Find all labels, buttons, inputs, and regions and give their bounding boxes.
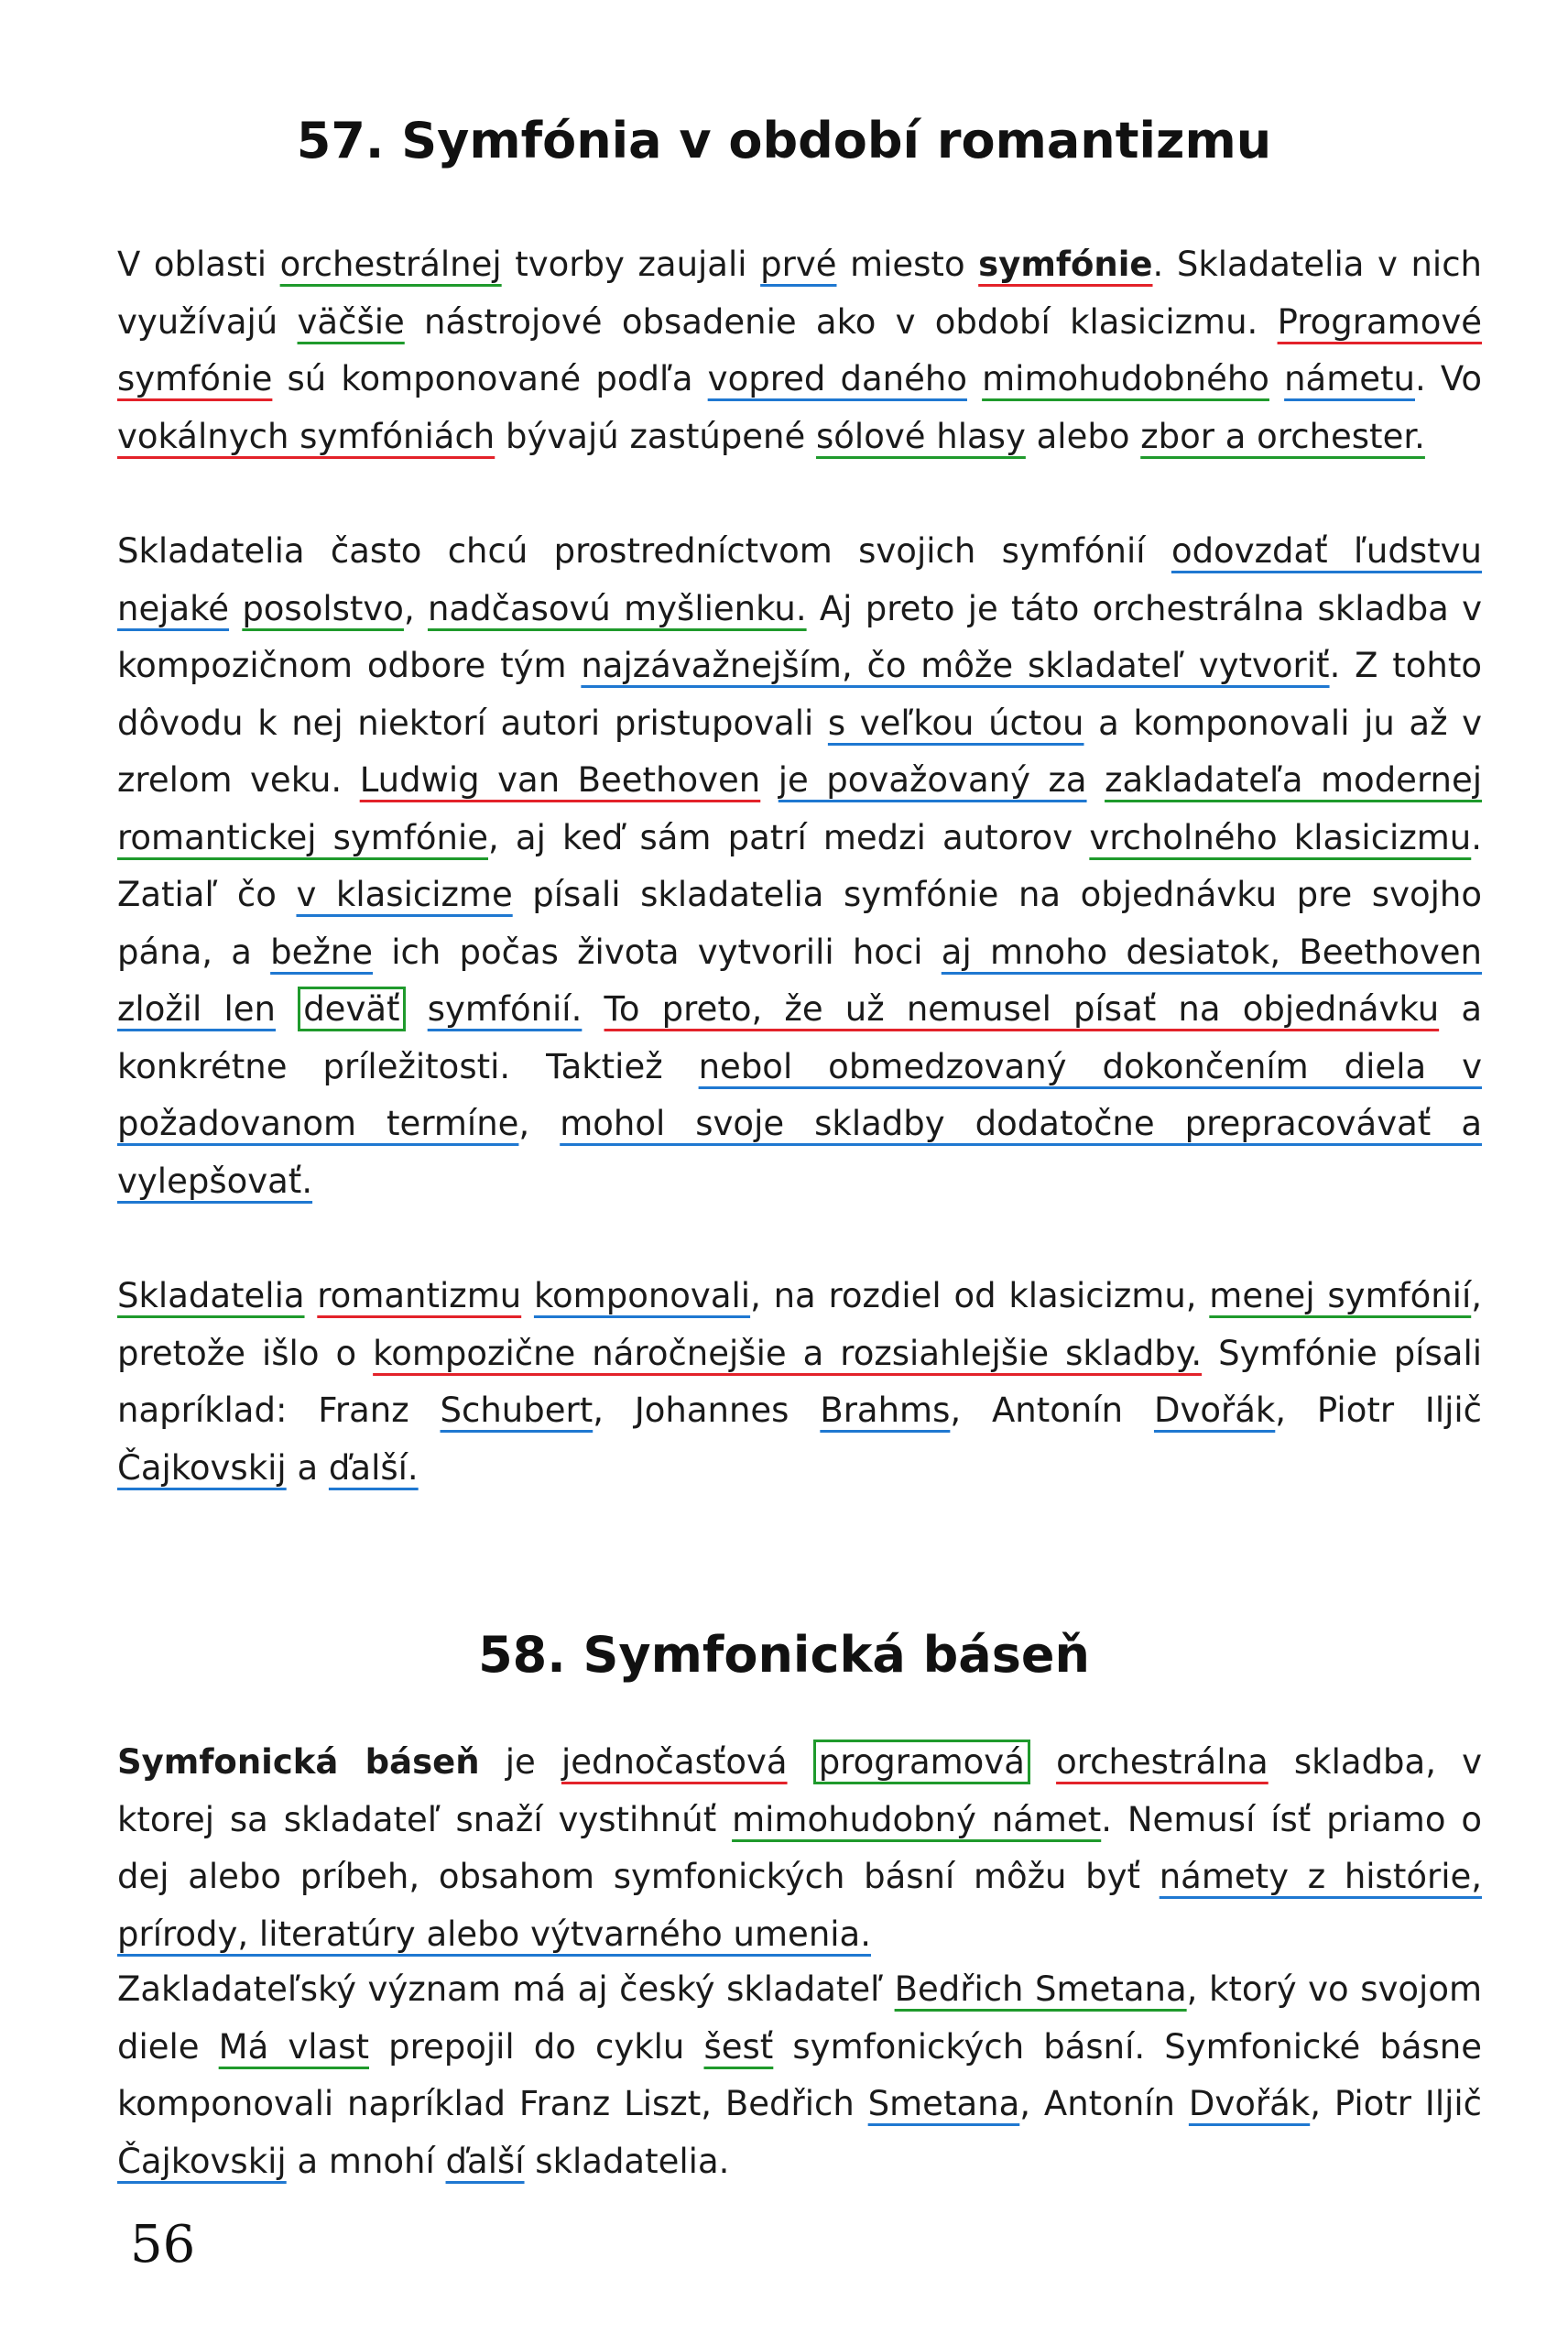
underlined-phrase: prvé — [760, 245, 837, 284]
underlined-phrase: Ludwig van Beethoven — [359, 760, 761, 800]
boxed-word: deväť — [298, 987, 405, 1031]
underlined-phrase: aj mnoho desiatok, Beethoven zložil len — [117, 932, 1482, 1029]
underlined-phrase: ďalší. — [328, 1447, 419, 1488]
text-run: , aj keď sám patrí medzi autorov — [488, 817, 1090, 857]
text-run: , Johannes — [593, 1391, 821, 1430]
underlined-phrase: Programové symfónie — [117, 301, 1482, 398]
text-run: . Zatiaľ čo — [117, 817, 1483, 914]
text-run: , — [518, 1104, 561, 1143]
text-run — [1269, 359, 1284, 398]
section-58-paragraph-1 — [117, 1734, 1482, 1963]
underlined-phrase: najzávažnejším, čo môže skladateľ vytvoriť — [581, 646, 1330, 685]
underlined-phrase: Dvořák — [1153, 1391, 1276, 1430]
text-run: sú komponované podľa — [272, 359, 708, 398]
underlined-phrase: zbor a orchester. — [1140, 416, 1425, 456]
bold-underlined-term: symfónie — [978, 245, 1153, 284]
text-run: . Nemusí ísť priamo o dej alebo príbeh, obsahom symfonických básní môžu byť — [117, 1799, 1482, 1896]
text-run: skladatelia. — [524, 2141, 730, 2181]
text-run: , Piotr Iljič — [1275, 1391, 1483, 1430]
text-run: . Z tohto dôvodu k nej niektorí autori pristupovali — [117, 646, 1483, 743]
underlined-phrase: Skladatelia — [117, 1276, 305, 1315]
underlined-phrase: Dvořák — [1188, 2084, 1311, 2123]
text-run — [305, 1276, 318, 1315]
text-run: ich počas života vytvorili hoci — [373, 932, 942, 972]
text-run: je — [479, 1742, 561, 1782]
underlined-phrase: v klasicizme — [296, 875, 513, 914]
underlined-phrase: šesť — [703, 2026, 774, 2067]
underlined-phrase: nadčasovú myšlienku. — [427, 588, 807, 628]
underlined-phrase: Smetana — [867, 2084, 1020, 2123]
section-57-paragraph-2 — [117, 523, 1482, 1210]
underlined-phrase: menej symfónií — [1209, 1276, 1472, 1315]
text-run: a — [286, 1447, 329, 1488]
text-run: písali skladatelia symfónie na objednávku pre svojho pána, a — [117, 875, 1482, 972]
underlined-phrase: ďalší — [445, 2141, 525, 2181]
text-run: miesto — [836, 245, 979, 284]
section-58-title: 58. Symfonická báseň — [478, 1626, 1090, 1684]
text-run: nástrojové obsadenie ako v období klasicizmu. — [404, 301, 1278, 342]
underlined-phrase: Čajkovskij — [117, 1447, 287, 1488]
underlined-phrase: Bedřich Smetana — [894, 1969, 1187, 2009]
underlined-phrase: orchestrálnej — [279, 245, 502, 284]
text-run: . Vo — [1415, 359, 1482, 398]
boxed-word: programová — [813, 1740, 1030, 1784]
underlined-phrase: Má vlast — [218, 2026, 369, 2067]
underlined-phrase: nebol obmedzovaný dokončením diela v požadovanom termíne — [117, 1046, 1482, 1143]
text-run: symfonických básní. Symfonické básne komponovali napríklad Franz Liszt, Bedřich — [117, 2026, 1483, 2123]
section-58-paragraph-2 — [117, 1961, 1482, 2190]
underlined-phrase: Schubert — [440, 1391, 593, 1430]
text-run: , Piotr Iljič — [1310, 2084, 1482, 2123]
text-run: , Antonín — [1019, 2084, 1189, 2123]
text-run — [229, 589, 242, 628]
section-57-paragraph-1 — [117, 236, 1482, 465]
text-run: , ktorý vo svojom diele — [117, 1969, 1483, 2067]
text-run: , — [403, 588, 428, 628]
underlined-phrase: vopred daného — [707, 359, 967, 398]
underlined-phrase: komponovali — [533, 1276, 751, 1315]
section-57-paragraph-3 — [117, 1268, 1482, 1497]
underlined-phrase: Brahms — [820, 1391, 951, 1430]
text-run: a konkrétne príležitosti. Taktiež — [117, 989, 1483, 1086]
underlined-phrase: s veľkou úctou — [827, 703, 1084, 743]
underlined-phrase: je považovaný za — [778, 760, 1087, 800]
underlined-phrase: romantizmu — [317, 1276, 522, 1315]
underlined-phrase: bežne — [270, 932, 374, 972]
bold-term: Symfonická báseň — [117, 1742, 480, 1782]
text-run — [521, 1276, 534, 1315]
text-run: . Skladatelia v nich využívajú — [117, 245, 1482, 342]
text-run: a komponovali ju až v zrelom veku. — [117, 703, 1482, 800]
text-run: alebo — [1025, 416, 1141, 456]
underlined-phrase: To preto, že už nemusel písať na objednávku — [604, 989, 1440, 1029]
text-run: Skladatelia často chcú prostredníctvom svojich symfónií — [117, 531, 1171, 571]
text-run: Symfónie písali napríklad: Franz — [117, 1333, 1483, 1430]
underlined-phrase: orchestrálna — [1056, 1742, 1269, 1782]
text-run — [276, 989, 298, 1029]
text-run — [967, 359, 982, 398]
text-run: V oblasti — [117, 245, 280, 284]
text-run — [582, 989, 604, 1029]
text-run — [760, 760, 779, 800]
text-run: , Antonín — [950, 1391, 1154, 1430]
underlined-phrase: kompozične náročnejšie a rozsiahlejšie skladby. — [373, 1333, 1203, 1373]
text-run: bývajú zastúpené — [495, 416, 817, 456]
text-run: prepojil do cyklu — [369, 2026, 704, 2067]
text-run — [788, 1742, 813, 1782]
underlined-phrase: vokálnych symfóniách — [117, 416, 495, 456]
underlined-phrase: symfónií. — [427, 989, 583, 1029]
underlined-phrase: jednočasťová — [561, 1742, 788, 1782]
text-run: Aj preto je táto orchestrálna skladba v kompozičnom odbore tým — [117, 588, 1483, 685]
text-run: skladba, v ktorej sa skladateľ snaží vystihnúť — [117, 1742, 1483, 1839]
text-run: a mnohí — [286, 2141, 446, 2181]
underlined-phrase: mohol svoje skladby dodatočne prepracovávať a vylepšovať. — [117, 1104, 1482, 1201]
underlined-phrase: mimohudobný námet — [732, 1799, 1102, 1839]
section-57-title: 57. Symfónia v období romantizmu — [296, 112, 1272, 169]
text-run — [1087, 760, 1105, 800]
text-run: , pretože išlo o — [117, 1276, 1482, 1373]
text-run — [406, 989, 428, 1029]
page-number: 56 — [130, 2215, 196, 2274]
text-run — [1030, 1742, 1056, 1782]
underlined-phrase: námety z histórie, prírody, literatúry alebo výtvarného umenia. — [117, 1857, 1482, 1954]
underlined-phrase: Čajkovskij — [117, 2141, 287, 2181]
underlined-phrase: väčšie — [297, 301, 405, 342]
underlined-phrase: vrcholného klasicizmu — [1089, 817, 1472, 857]
underlined-phrase: námetu — [1284, 359, 1415, 398]
underlined-phrase: zakladateľa modernej romantickej symfónie — [117, 760, 1482, 857]
underlined-phrase: mimohudobného — [982, 359, 1269, 398]
underlined-phrase: posolstvo — [242, 588, 404, 628]
text-run: Zakladateľský význam má aj český skladateľ — [117, 1969, 895, 2009]
underlined-phrase: sólové hlasy — [816, 416, 1026, 456]
underlined-phrase: odovzdať ľudstvu nejaké — [117, 531, 1482, 628]
text-run: tvorby zaujali — [501, 245, 761, 284]
text-run: , na rozdiel od klasicizmu, — [750, 1276, 1210, 1315]
